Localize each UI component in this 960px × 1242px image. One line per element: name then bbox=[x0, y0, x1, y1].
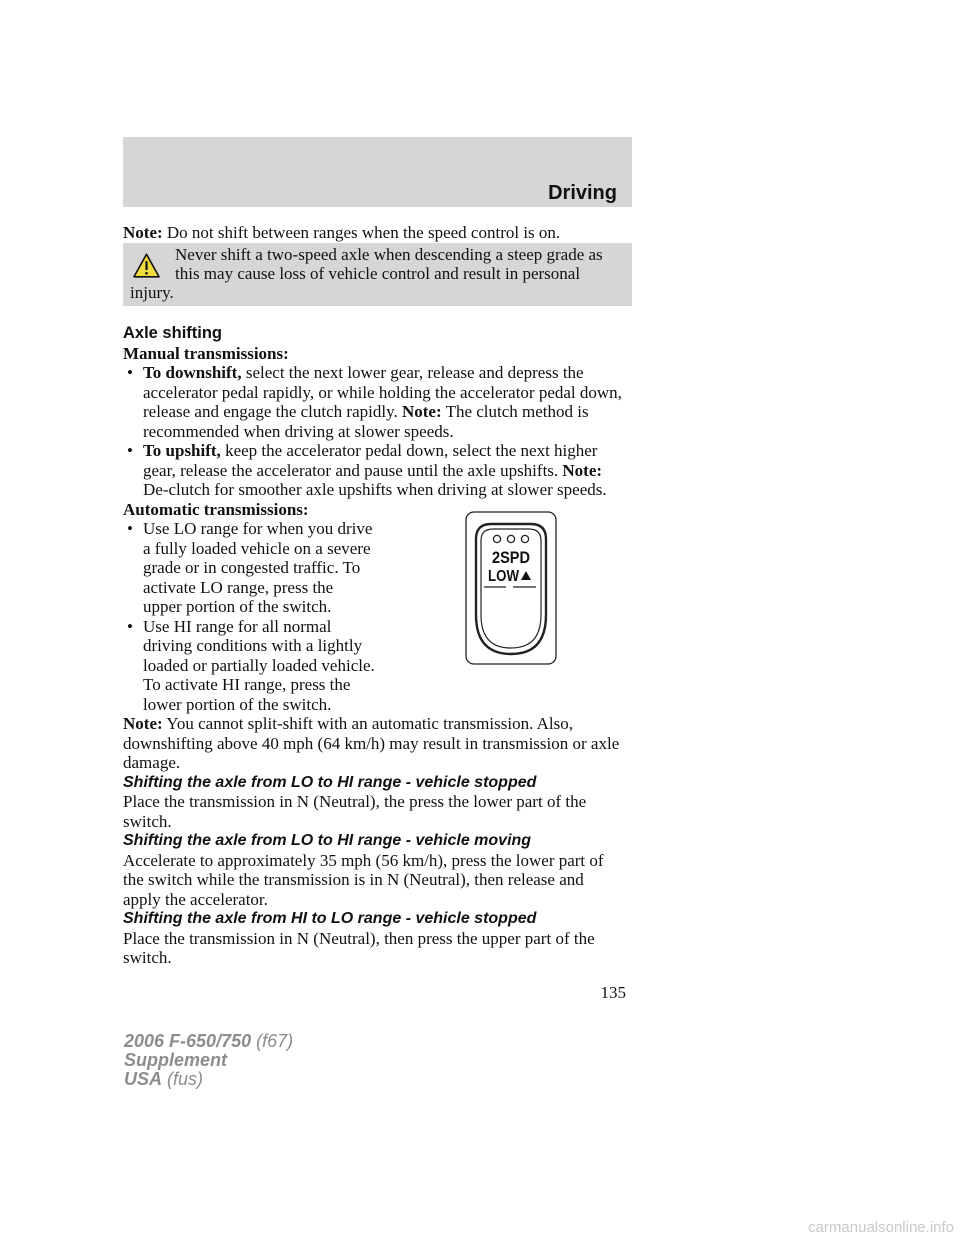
downshift-text: select the next lower gear, release and depress the accelerator pedal rapidly, or while holding the accelerator pedal down, release and engage the clutch rapidly. bbox=[143, 363, 622, 421]
up-arrow-icon bbox=[521, 571, 531, 580]
main-content bbox=[123, 324, 643, 968]
automatic-bullet-list bbox=[123, 519, 403, 714]
switch-body-outline bbox=[476, 524, 546, 654]
note-text: You cannot split-shift with an automatic transmission. Also, downshifting above 40 mph (64 km/h) may result in transmission or axle damage. bbox=[123, 714, 620, 772]
footer-model-line bbox=[124, 1032, 293, 1051]
upshift-text: keep the accelerator pedal down, select the next higher gear, release the accelerator and pause until the axle upshifts. bbox=[143, 441, 598, 480]
procedure-heading: Shifting the axle from LO to HI range - vehicle moving bbox=[123, 832, 532, 849]
manual-transmissions-heading: Manual transmissions: bbox=[123, 343, 289, 363]
indicator-dot-icon bbox=[493, 535, 500, 542]
note-label: Note: bbox=[123, 714, 163, 733]
footer-model-code: (f67) bbox=[256, 1031, 294, 1051]
switch-body-inner-outline bbox=[481, 529, 541, 648]
lo-range-list-item bbox=[123, 519, 403, 617]
procedure-heading: Shifting the axle from HI to LO range - vehicle stopped bbox=[123, 910, 537, 927]
downshift-note-label: Note: bbox=[401, 402, 442, 421]
switch-label-bottom: LOW bbox=[488, 568, 520, 585]
two-speed-axle-switch-illustration bbox=[465, 511, 557, 665]
switch-label-top: 2SPD bbox=[492, 548, 530, 567]
footer-market-code: (fus) bbox=[167, 1069, 204, 1089]
footer-market: USA bbox=[124, 1069, 163, 1089]
upshift-note-label: Note: bbox=[562, 460, 603, 480]
section-header-band bbox=[123, 137, 632, 207]
warning-triangle-icon bbox=[133, 253, 160, 278]
warning-text: Never shift a two-speed axle when descending a steep grade as this may cause loss of vehicle control and result in personal injury. bbox=[130, 245, 603, 302]
page-number: 135 bbox=[600, 983, 626, 1002]
lo-range-text: Use LO range for when you drive a fully loaded vehicle on a severe grade or in congested traffic. To activate LO range, press the upper portion of the switch. bbox=[143, 519, 373, 616]
section-title: Driving bbox=[548, 182, 617, 204]
document-footer bbox=[124, 1032, 293, 1089]
automatic-transmission-note bbox=[123, 714, 643, 773]
footer-doc-type: Supplement bbox=[124, 1050, 228, 1070]
procedure-text: Place the transmission in N (Neutral), then press the upper part of the switch. bbox=[123, 928, 595, 967]
warning-box bbox=[123, 243, 632, 306]
watermark: carmanualsonline.info bbox=[808, 1219, 954, 1236]
procedure-text: Place the transmission in N (Neutral), the press the lower part of the switch. bbox=[123, 792, 587, 831]
downshift-note-text: The clutch method is recommended when driving at slower speeds. bbox=[143, 402, 589, 441]
indicator-dot-icon bbox=[521, 535, 528, 542]
footer-market-line bbox=[124, 1070, 293, 1089]
note-label: Note: bbox=[123, 223, 163, 242]
automatic-transmission-section bbox=[123, 519, 643, 714]
hi-range-text: Use HI range for all normal driving conditions with a lightly loaded or partially loaded vehicle. To activate HI range, press the lower portion of the switch. bbox=[143, 616, 375, 714]
upshift-note-text: De-clutch for smoother axle upshifts when driving at slower speeds. bbox=[143, 480, 607, 499]
footer-doc-type-line bbox=[124, 1051, 293, 1070]
upshift-list-item bbox=[123, 441, 643, 500]
note-text: Do not shift between ranges when the speed control is on. bbox=[162, 223, 561, 242]
procedure-text: Accelerate to approximately 35 mph (56 km/h), press the lower part of the switch while the transmission is in N (Neutral), then release and apply the accelerator. bbox=[123, 850, 604, 909]
speed-control-note bbox=[123, 223, 643, 243]
axle-shifting-heading: Axle shifting bbox=[123, 324, 223, 342]
indicator-dot-icon bbox=[507, 535, 514, 542]
footer-model: 2006 F-650/750 bbox=[124, 1031, 252, 1051]
hi-range-list-item bbox=[123, 617, 403, 715]
upshift-label: To upshift, bbox=[143, 441, 221, 460]
downshift-list-item bbox=[123, 363, 643, 441]
automatic-transmissions-heading: Automatic transmissions: bbox=[123, 499, 309, 519]
warning-icon-container bbox=[130, 245, 175, 283]
procedure-heading: Shifting the axle from LO to HI range - vehicle stopped bbox=[123, 773, 537, 791]
downshift-label: To downshift, bbox=[143, 363, 242, 382]
